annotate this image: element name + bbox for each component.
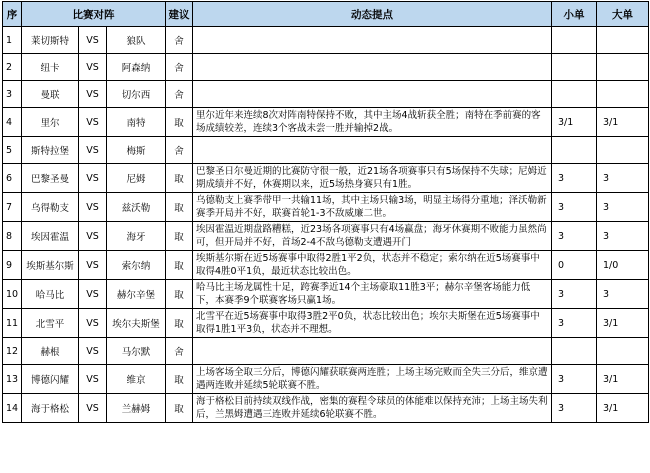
- row-number: 14: [3, 394, 22, 423]
- table-row: [3, 27, 649, 54]
- small-bet: 3: [552, 280, 597, 309]
- header-seq: 序: [3, 2, 22, 27]
- small-bet: 3: [552, 222, 597, 251]
- big-bet: 3/1: [597, 108, 649, 137]
- row-number: 12: [3, 338, 22, 365]
- small-bet: [552, 81, 597, 108]
- news-note: [193, 338, 552, 365]
- news-note: 埃斯基尔斯在近5场赛事中取得2胜1平2负，状态并不稳定；索尔纳在近5场赛事中取得4胜0平1负，最近状态比较出色。: [193, 251, 552, 280]
- big-bet: [597, 338, 649, 365]
- vs-label: VS: [79, 280, 107, 309]
- header-match: 比赛对阵: [22, 2, 166, 27]
- small-bet: [552, 54, 597, 81]
- suggestion: 舍: [166, 137, 193, 164]
- away-team: 南特: [107, 108, 166, 137]
- news-note: 上场客场全取三分后，博德闪耀获联赛两连胜；上场主场完败而全失三分后，维京遭遇两连败并延续5轮联赛不胜。: [193, 365, 552, 394]
- table-row: [3, 309, 649, 338]
- suggestion: 舍: [166, 81, 193, 108]
- row-number: 2: [3, 54, 22, 81]
- table-row: [3, 193, 649, 222]
- away-team: 索尔纳: [107, 251, 166, 280]
- row-number: 5: [3, 137, 22, 164]
- big-bet: [597, 54, 649, 81]
- away-team: 梅斯: [107, 137, 166, 164]
- vs-label: VS: [79, 81, 107, 108]
- home-team: 曼联: [22, 81, 79, 108]
- big-bet: 3/1: [597, 394, 649, 423]
- header-news: 动态提点: [193, 2, 552, 27]
- table-row: [3, 365, 649, 394]
- away-team: 阿森纳: [107, 54, 166, 81]
- away-team: 兰赫姆: [107, 394, 166, 423]
- big-bet: 3: [597, 164, 649, 193]
- row-number: 11: [3, 309, 22, 338]
- small-bet: [552, 27, 597, 54]
- vs-label: VS: [79, 365, 107, 394]
- news-note: 乌德勒支上赛季带甲一共输11场，其中主场只输3场，明显主场得分重地；泽沃勒新赛季开局并不好，联赛首轮1-3不敌威廉二世。: [193, 193, 552, 222]
- big-bet: 3: [597, 222, 649, 251]
- big-bet: 3: [597, 280, 649, 309]
- small-bet: 3: [552, 193, 597, 222]
- row-number: 13: [3, 365, 22, 394]
- row-number: 7: [3, 193, 22, 222]
- away-team: 马尔默: [107, 338, 166, 365]
- suggestion: 取: [166, 309, 193, 338]
- header-small: 小单: [552, 2, 597, 27]
- table-row: [3, 164, 649, 193]
- row-number: 3: [3, 81, 22, 108]
- vs-label: VS: [79, 193, 107, 222]
- suggestion: 取: [166, 108, 193, 137]
- suggestion: 舍: [166, 27, 193, 54]
- vs-label: VS: [79, 394, 107, 423]
- news-note: [193, 137, 552, 164]
- suggestion: 舍: [166, 338, 193, 365]
- big-bet: 3/1: [597, 365, 649, 394]
- suggestion: 取: [166, 193, 193, 222]
- small-bet: 3/1: [552, 108, 597, 137]
- big-bet: 3: [597, 193, 649, 222]
- home-team: 北雪平: [22, 309, 79, 338]
- home-team: 纽卡: [22, 54, 79, 81]
- small-bet: 3: [552, 309, 597, 338]
- away-team: 兹沃勒: [107, 193, 166, 222]
- away-team: 埃尔夫斯堡: [107, 309, 166, 338]
- news-note: 里尔近年来连续8次对阵南特保持不败，其中主场4战斩获全胜；南特在季前赛的客场成绩较差，连续3个客战未尝一胜并输掉2战。: [193, 108, 552, 137]
- small-bet: [552, 338, 597, 365]
- suggestion: 取: [166, 164, 193, 193]
- vs-label: VS: [79, 251, 107, 280]
- news-note: 巴黎圣日尔曼近期的比赛防守很一般，近21场各项赛事只有5场保持不失球；尼姆近期成绩并不好，休赛期以来，近5场热身赛只有1胜。: [193, 164, 552, 193]
- home-team: 埃斯基尔斯: [22, 251, 79, 280]
- row-number: 1: [3, 27, 22, 54]
- big-bet: [597, 137, 649, 164]
- big-bet: [597, 27, 649, 54]
- news-note: 海于格松目前持续双线作战，密集的赛程令球员的体能难以保持充沛；上场主场失利后，兰黑姆遭遇三连败并延续6轮联赛不胜。: [193, 394, 552, 423]
- home-team: 埃因霍温: [22, 222, 79, 251]
- suggestion: 舍: [166, 54, 193, 81]
- suggestion: 取: [166, 394, 193, 423]
- big-bet: [597, 81, 649, 108]
- table-row: [3, 280, 649, 309]
- table-row: [3, 394, 649, 423]
- news-note: [193, 27, 552, 54]
- vs-label: VS: [79, 137, 107, 164]
- home-team: 博德闪耀: [22, 365, 79, 394]
- home-team: 赫根: [22, 338, 79, 365]
- vs-label: VS: [79, 222, 107, 251]
- table-row: [3, 108, 649, 137]
- away-team: 维京: [107, 365, 166, 394]
- table-row: [3, 54, 649, 81]
- vs-label: VS: [79, 54, 107, 81]
- table-row: [3, 251, 649, 280]
- home-team: 乌得勒支: [22, 193, 79, 222]
- home-team: 哈马比: [22, 280, 79, 309]
- home-team: 斯特拉堡: [22, 137, 79, 164]
- news-note: 埃因霍温近期盘路糟糕，近23场各项赛事只有4场赢盘；海牙休赛期不败能力虽然尚可，但开局并不好，首场2-4不敌乌德勒支遭遇开门: [193, 222, 552, 251]
- small-bet: 3: [552, 365, 597, 394]
- row-number: 4: [3, 108, 22, 137]
- header-row: [3, 2, 649, 27]
- suggestion: 取: [166, 222, 193, 251]
- vs-label: VS: [79, 27, 107, 54]
- home-team: 海于格松: [22, 394, 79, 423]
- away-team: 狼队: [107, 27, 166, 54]
- betting-tips-table: [2, 1, 649, 423]
- suggestion: 取: [166, 365, 193, 394]
- table-row: [3, 137, 649, 164]
- row-number: 6: [3, 164, 22, 193]
- header-big: 大单: [597, 2, 649, 27]
- header-suggest: 建议: [166, 2, 193, 27]
- table-row: [3, 222, 649, 251]
- small-bet: 3: [552, 164, 597, 193]
- away-team: 尼姆: [107, 164, 166, 193]
- row-number: 10: [3, 280, 22, 309]
- row-number: 9: [3, 251, 22, 280]
- home-team: 莱切斯特: [22, 27, 79, 54]
- home-team: 巴黎圣曼: [22, 164, 79, 193]
- news-note: [193, 81, 552, 108]
- away-team: 切尔西: [107, 81, 166, 108]
- away-team: 赫尔辛堡: [107, 280, 166, 309]
- vs-label: VS: [79, 309, 107, 338]
- small-bet: 0: [552, 251, 597, 280]
- away-team: 海牙: [107, 222, 166, 251]
- home-team: 里尔: [22, 108, 79, 137]
- small-bet: [552, 137, 597, 164]
- vs-label: VS: [79, 164, 107, 193]
- big-bet: 1/0: [597, 251, 649, 280]
- news-note: [193, 54, 552, 81]
- vs-label: VS: [79, 108, 107, 137]
- news-note: 哈马比主场龙属性十足，跨赛季近14个主场豪取11胜3平；赫尔辛堡客场能力低下，本赛季9个联赛客场只赢1场。: [193, 280, 552, 309]
- small-bet: 3: [552, 394, 597, 423]
- row-number: 8: [3, 222, 22, 251]
- table-row: [3, 81, 649, 108]
- news-note: 北雪平在近5场赛事中取得3胜2平0负，状态比较出色；埃尔夫斯堡在近5场赛事中取得1胜1平3负，状态并不理想。: [193, 309, 552, 338]
- vs-label: VS: [79, 338, 107, 365]
- big-bet: 3/1: [597, 309, 649, 338]
- table-row: [3, 338, 649, 365]
- suggestion: 取: [166, 251, 193, 280]
- suggestion: 取: [166, 280, 193, 309]
